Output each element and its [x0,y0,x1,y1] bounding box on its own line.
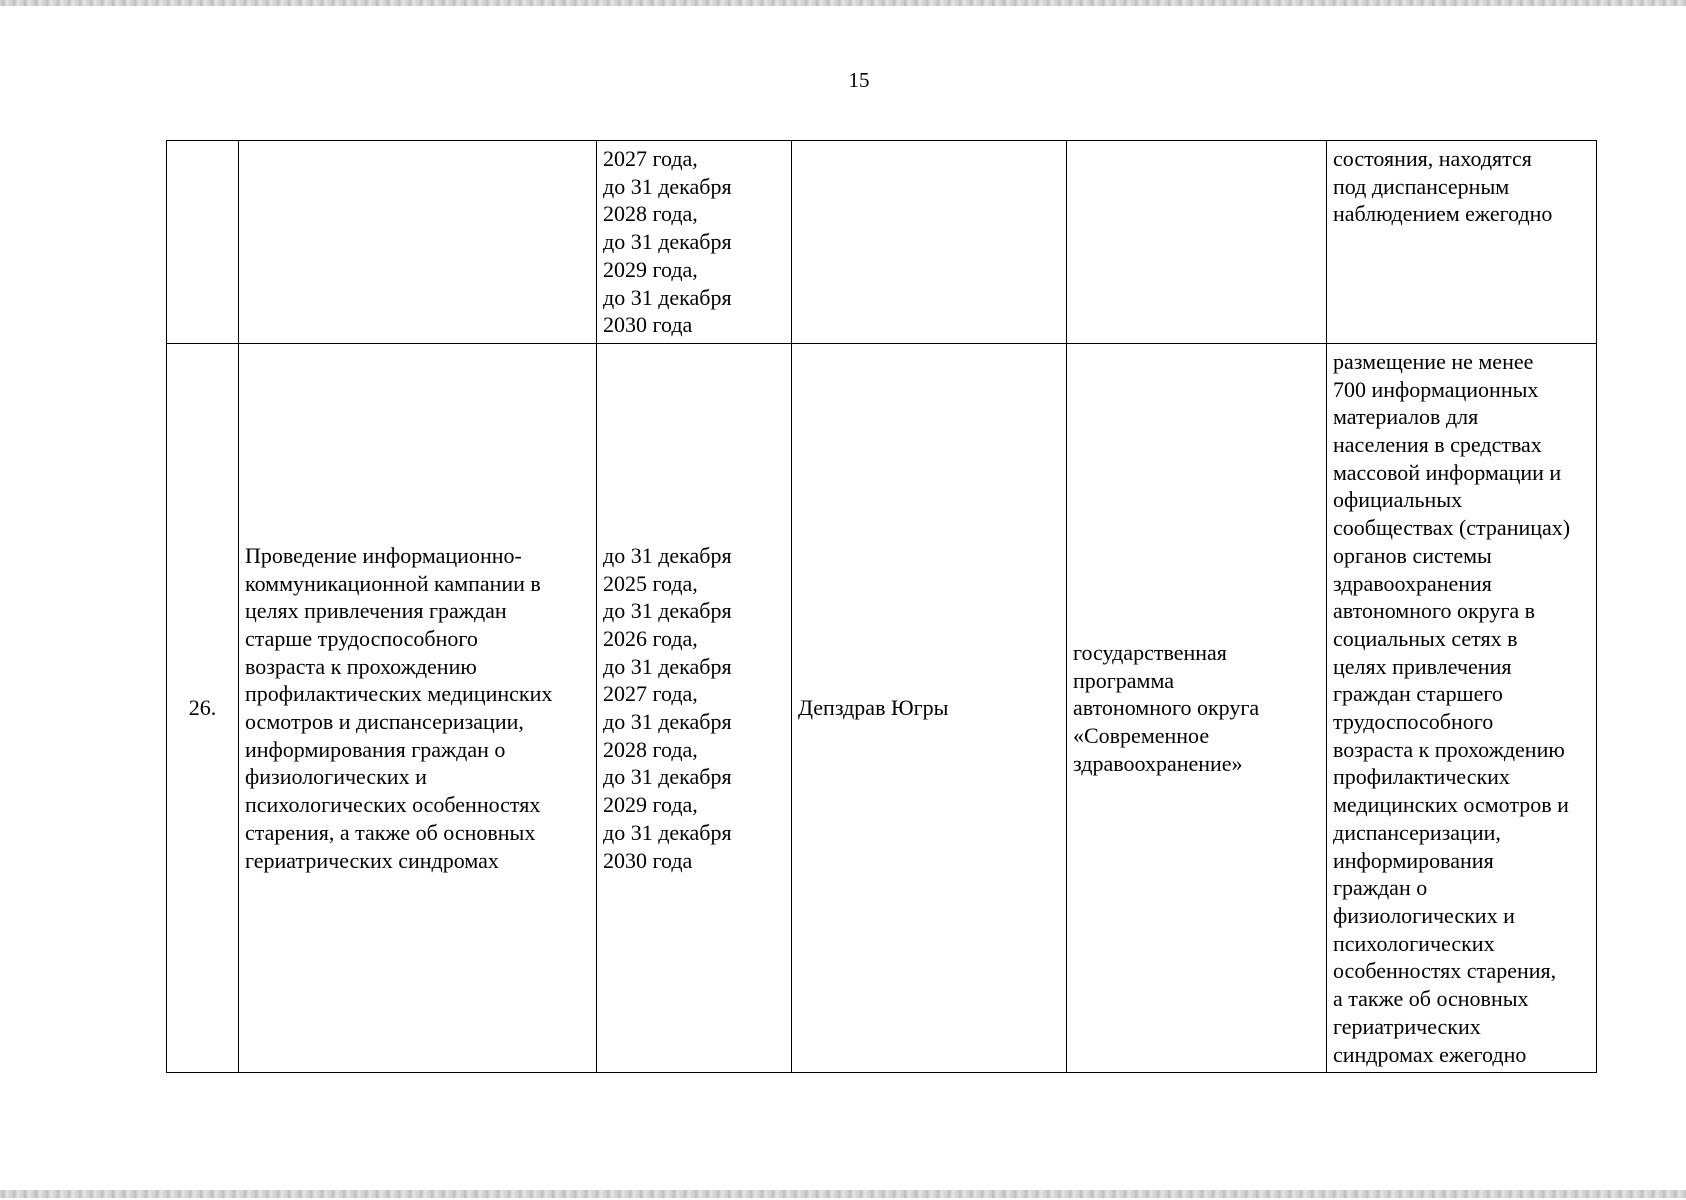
page-number: 15 [848,68,870,92]
row-number-cell [167,343,239,1072]
table-row [167,141,1597,344]
event-cell [239,141,597,344]
source-cell [1067,343,1327,1072]
responsible-cell [792,141,1067,344]
event-text: Проведение информационно- коммуникационной кампании в целях привлечения граждан старше трудоспособного возраста к прохождению профилактических медицинских осмотров и диспансеризации, информирования граждан о физиологических и психологических особенностях старения, а также об основных гериатрических синдромах [245,542,553,873]
responsible-text: Депздрав Югры [798,695,949,721]
row-number-cell [167,141,239,344]
scan-edge-bottom [0,1190,1686,1198]
deadline-cell [597,141,792,344]
measures-table [166,140,1597,1073]
scan-edge-top [0,0,1686,6]
result-cell [1327,343,1597,1072]
source-cell [1067,141,1327,344]
row-number: 26. [188,695,217,721]
deadline-text: до 31 декабря 2025 года, до 31 декабря 2026 года, до 31 декабря 2027 года, до 31 декабря 2028 года, до 31 декабря 2029 года, до 31 декабря 2030 года [603,542,732,873]
deadline-cell [597,343,792,1072]
result-text: состояния, находятся под диспансерным наблюдением ежегодно [1333,146,1553,227]
result-text: размещение не менее 700 информационных материалов для населения в средствах массовой информации и официальных сообществах (страницах) органов системы здравоохранения автономного округа в социальных сетях в целях привлечения граждан старшего трудоспособного возраста к прохождению профилактических медицинских осмотров и диспансеризации, информирования граждан о физиологических и психологических особенностях старения, а также об основных гериатрических синдромах ежегодно [1333,348,1571,1067]
deadline-text: 2027 года, до 31 декабря 2028 года, до 31 декабря 2029 года, до 31 декабря 2030 года [603,146,732,338]
table-row [167,343,1597,1072]
responsible-cell [792,343,1067,1072]
result-cell [1327,141,1597,344]
source-text: государственная программа автономного округа «Современное здравоохранение» [1073,639,1260,776]
event-cell [239,343,597,1072]
